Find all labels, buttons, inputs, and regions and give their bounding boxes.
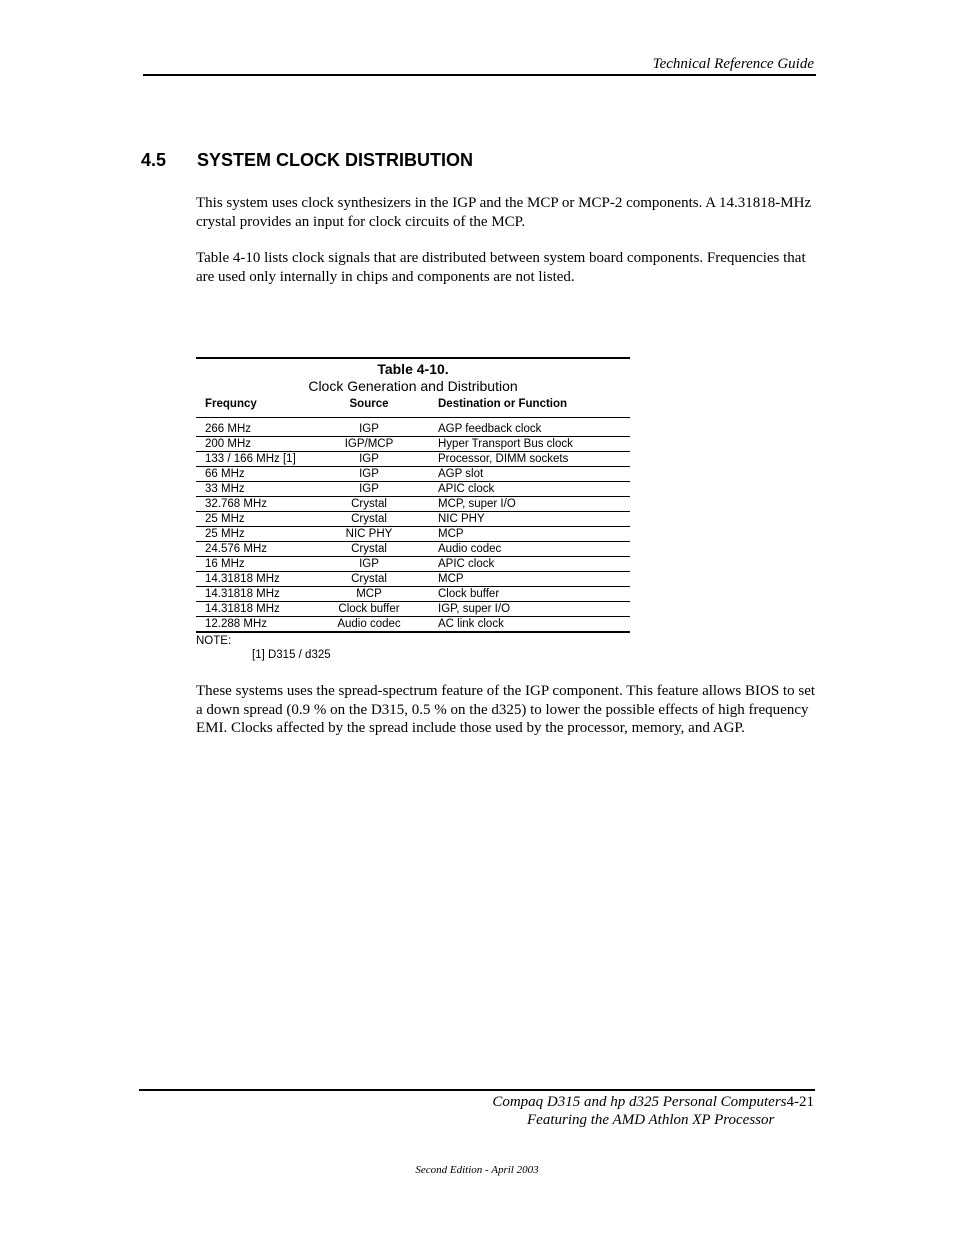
cell-destination: IGP, super I/O [429, 602, 630, 617]
intro-paragraph: This system uses clock synthesizers in the IGP and the MCP or MCP-2 components. A 14.31818-MHz crystal provides an input for clock circuits of the MCP. [196, 195, 812, 230]
cell-frequency: 14.31818 MHz [196, 602, 309, 617]
page-number: 4-21 [786, 1094, 814, 1110]
footer-product-name: Compaq D315 and hp d325 Personal Computers [492, 1094, 787, 1110]
table-title: Table 4-10. [377, 361, 449, 377]
cell-source: IGP [309, 557, 429, 572]
cell-destination: NIC PHY [429, 512, 630, 527]
cell-source: Clock buffer [309, 602, 429, 617]
cell-frequency: 12.288 MHz [196, 617, 309, 633]
cell-frequency: 14.31818 MHz [196, 587, 309, 602]
col-header-source: Source [309, 395, 429, 418]
cell-frequency: 25 MHz [196, 527, 309, 542]
cell-destination: AGP feedback clock [429, 422, 630, 437]
cell-frequency: 66 MHz [196, 467, 309, 482]
table-row [196, 527, 630, 542]
cell-source: MCP [309, 587, 429, 602]
table-row [196, 512, 630, 527]
cell-destination: Clock buffer [429, 587, 630, 602]
table-row [196, 467, 630, 482]
col-header-destination: Destination or Function [429, 395, 630, 418]
cell-frequency: 24.576 MHz [196, 542, 309, 557]
table-header-row [196, 395, 630, 418]
table-reference-paragraph: Table 4-10 lists clock signals that are distributed between system board components. Frequencies that are used only internally in chips and components are not listed. [196, 250, 806, 285]
table-note-text: [1] D315 / d325 [252, 649, 331, 661]
table-subtitle: Clock Generation and Distribution [308, 378, 518, 394]
table-row [196, 587, 630, 602]
section-number: 4.5 [141, 150, 167, 170]
cell-source: IGP [309, 452, 429, 467]
cell-frequency: 33 MHz [196, 482, 309, 497]
table-top-rule [196, 357, 630, 359]
table-row [196, 572, 630, 587]
table-row [196, 542, 630, 557]
cell-destination: Hyper Transport Bus clock [429, 437, 630, 452]
header-rule [143, 74, 816, 76]
cell-destination: APIC clock [429, 557, 630, 572]
cell-frequency: 133 / 166 MHz [1] [196, 452, 309, 467]
cell-source: IGP [309, 422, 429, 437]
edition-line: Second Edition - April 2003 [415, 1164, 539, 1176]
table-row [196, 497, 630, 512]
footer-rule [139, 1089, 815, 1091]
cell-source: IGP [309, 467, 429, 482]
cell-source: Crystal [309, 542, 429, 557]
spread-spectrum-paragraph: These systems uses the spread-spectrum feature of the IGP component. This feature allows BIOS to set a down spread (0.9 % on the D315, 0.5 % on the d325) to lower the possible effects of high frequency EMI. Clocks affected by the spread include those used by the processor, memory, and AGP. [196, 683, 816, 736]
cell-destination: Audio codec [429, 542, 630, 557]
table-row [196, 437, 630, 452]
cell-source: NIC PHY [309, 527, 429, 542]
cell-destination: AC link clock [429, 617, 630, 633]
clock-table-grid [196, 395, 630, 633]
cell-frequency: 25 MHz [196, 512, 309, 527]
cell-destination: MCP [429, 527, 630, 542]
cell-source: IGP [309, 482, 429, 497]
running-header: Technical Reference Guide [652, 56, 814, 72]
cell-destination: Processor, DIMM sockets [429, 452, 630, 467]
cell-destination: AGP slot [429, 467, 630, 482]
cell-source: Crystal [309, 497, 429, 512]
cell-frequency: 200 MHz [196, 437, 309, 452]
cell-destination: APIC clock [429, 482, 630, 497]
table-row [196, 482, 630, 497]
table-row [196, 557, 630, 572]
col-header-frequency: Frequncy [196, 395, 309, 418]
section-title: SYSTEM CLOCK DISTRIBUTION [197, 150, 474, 170]
table-row [196, 452, 630, 467]
cell-source: IGP/MCP [309, 437, 429, 452]
cell-frequency: 16 MHz [196, 557, 309, 572]
table-row [196, 422, 630, 437]
section-heading [141, 150, 473, 171]
cell-source: Crystal [309, 512, 429, 527]
cell-source: Crystal [309, 572, 429, 587]
cell-frequency: 32.768 MHz [196, 497, 309, 512]
table-note-label: NOTE: [196, 635, 232, 647]
table-row [196, 602, 630, 617]
footer-title [492, 1094, 814, 1111]
cell-frequency: 266 MHz [196, 422, 309, 437]
clock-table [196, 357, 630, 633]
cell-source: Audio codec [309, 617, 429, 633]
footer-subtitle: Featuring the AMD Athlon XP Processor [527, 1112, 775, 1128]
cell-destination: MCP [429, 572, 630, 587]
table-row [196, 617, 630, 633]
cell-destination: MCP, super I/O [429, 497, 630, 512]
cell-frequency: 14.31818 MHz [196, 572, 309, 587]
